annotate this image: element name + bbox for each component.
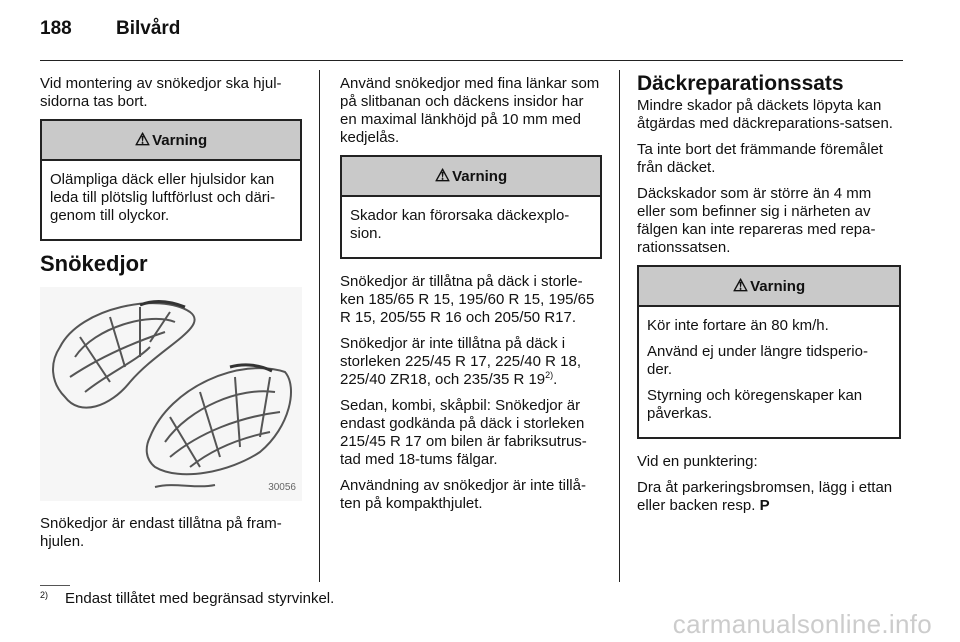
footnote-ref: 2) <box>545 370 554 380</box>
paragraph: Användning av snökedjor är inte tillå-ten på kompakthjulet. <box>340 477 586 512</box>
warning-triangle-icon: ⚠ <box>134 130 151 149</box>
image-number: 30056 <box>268 482 296 493</box>
watermark: carmanualsonline.info <box>672 609 932 639</box>
paragraph: Använd snökedjor med fina länkar som på slitbanan och däckens insidor har en maximal länkhöjd på 10 mm med kedjelås. <box>340 75 600 146</box>
paragraph <box>340 335 602 389</box>
footnote-rule <box>40 585 70 586</box>
warning-title: Varning <box>152 132 208 149</box>
gear-p-label: P <box>759 497 770 514</box>
warning-box <box>637 265 901 439</box>
paragraph: Vid en punktering: <box>637 453 758 470</box>
paragraph: Sedan, kombi, skåpbil: Snökedjor är endast godkända på däck i storleken 215/45 R 17 om bilen är fabriksutrus-tad med 18-tums fälgar. <box>340 397 587 468</box>
footnote-mark: 2) <box>40 590 49 600</box>
warning-text: Kör inte fortare än 80 km/h. <box>647 317 829 334</box>
paragraph: Snökedjor är tillåtna på däck i storle-ken 185/65 R 15, 195/60 R 15, 195/65 R 15, 205/55 R 16 och 205/50 R17. <box>340 273 595 326</box>
section-heading: Däckreparationssats <box>637 72 844 95</box>
intro-text: Vid montering av snökedjor ska hjul-sidorna tas bort. <box>40 75 282 110</box>
paragraph: Snökedjor är endast tillåtna på fram-hjulen. <box>40 515 282 550</box>
warning-header <box>639 267 899 307</box>
section-title: Bilvård <box>116 18 181 39</box>
paragraph: Mindre skador på däckets löpyta kan åtgärdas med däckreparations-satsen. <box>637 97 893 132</box>
warning-triangle-icon: ⚠ <box>732 276 749 295</box>
header-rule <box>40 60 903 61</box>
page-number: 188 <box>40 18 72 39</box>
warning-header <box>342 157 600 197</box>
column-divider-1 <box>319 70 320 582</box>
column-1 <box>40 75 302 559</box>
warning-title: Varning <box>452 168 508 185</box>
warning-text: Skador kan förorsaka däckexplo-sion. <box>350 207 570 242</box>
warning-title: Varning <box>750 278 806 295</box>
warning-box <box>340 155 602 259</box>
paragraph-text: Dra åt parkeringsbromsen, lägg i ettan eller backen resp. <box>637 479 893 514</box>
warning-text: Styrning och köregenskaper kan påverkas. <box>647 387 863 422</box>
paragraph-text: Snökedjor är inte tillåtna på däck i storleken 225/45 R 17, 225/40 R 18, 225/40 ZR18, och 235/35 R 19 <box>340 335 581 388</box>
paragraph: Ta inte bort det främmande föremålet från däcket. <box>637 141 883 176</box>
warning-text: Olämpliga däck eller hjulsidor kan leda till plötslig luftförlust och däri-genom till olyckor. <box>50 171 276 224</box>
warning-text: Använd ej under längre tidsperio-der. <box>647 343 868 378</box>
footnote-text: Endast tillåtet med begränsad styrvinkel. <box>65 590 335 607</box>
warning-header <box>42 121 300 161</box>
warning-triangle-icon: ⚠ <box>434 166 451 185</box>
column-divider-2 <box>619 70 620 582</box>
warning-box <box>40 119 302 241</box>
paragraph: Däckskador som är större än 4 mm eller som befinner sig i närheten av fälgen kan inte repareras med repa-rationssatsen. <box>637 185 876 256</box>
paragraph-end: . <box>553 371 558 388</box>
section-heading: Snökedjor <box>40 251 148 276</box>
paragraph <box>637 479 901 515</box>
snow-chains-illustration <box>40 287 302 501</box>
snow-chains-image <box>40 287 302 501</box>
column-2 <box>340 75 602 521</box>
column-3 <box>637 72 901 523</box>
